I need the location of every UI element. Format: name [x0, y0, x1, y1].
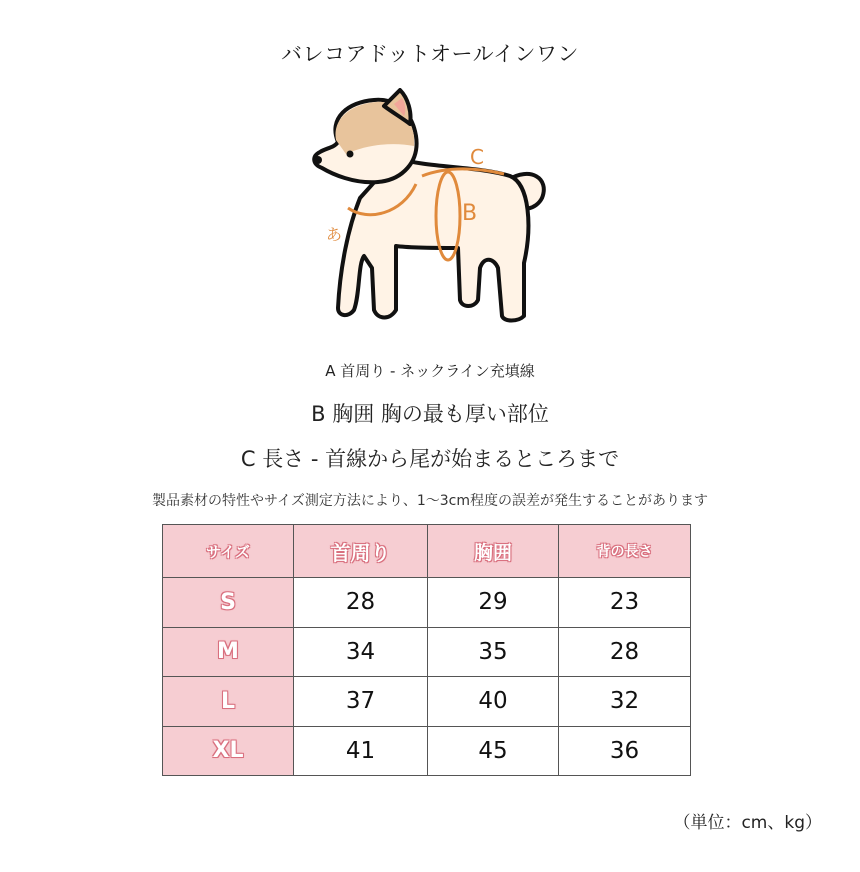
unit-note: （単位：cm、kg） — [673, 813, 822, 833]
back-value: 36 — [559, 726, 691, 776]
neck-value: 41 — [294, 726, 428, 776]
table-row — [163, 578, 691, 628]
size-chart-table — [162, 524, 691, 776]
chest-value: 35 — [428, 627, 559, 677]
table-row — [163, 726, 691, 776]
back-value: 28 — [559, 627, 691, 677]
label-c: C — [470, 145, 484, 169]
chest-value: 40 — [428, 677, 559, 727]
header-back-length: 背の長さ — [559, 525, 691, 578]
header-size: サイズ — [163, 525, 294, 578]
neck-value: 28 — [294, 578, 428, 628]
description-chest: B 胸囲 胸の最も厚い部位 — [311, 402, 549, 426]
neck-value: 34 — [294, 627, 428, 677]
size-label: L — [163, 677, 294, 727]
page-title: バレコアドットオールインワン — [280, 42, 580, 66]
table-row — [163, 627, 691, 677]
label-b: B — [462, 201, 478, 226]
dog-measurement-diagram — [298, 88, 558, 328]
table-header-row — [163, 525, 691, 578]
neck-value: 37 — [294, 677, 428, 727]
description-neck: A 首周り - ネックライン充填線 — [325, 362, 535, 380]
size-label: M — [163, 627, 294, 677]
label-a: あ — [326, 225, 343, 244]
size-label: XL — [163, 726, 294, 776]
back-value: 32 — [559, 677, 691, 727]
description-length: C 長さ - 首線から尾が始まるところまで — [240, 447, 620, 471]
header-chest: 胸囲 — [428, 525, 559, 578]
table-row — [163, 677, 691, 727]
measurement-note: 製品素材の特性やサイズ測定方法により、1～3cm程度の誤差が発生することがあります — [151, 493, 709, 509]
size-label: S — [163, 578, 294, 628]
back-value: 23 — [559, 578, 691, 628]
header-neck: 首周り — [294, 525, 428, 578]
chest-value: 45 — [428, 726, 559, 776]
chest-value: 29 — [428, 578, 559, 628]
